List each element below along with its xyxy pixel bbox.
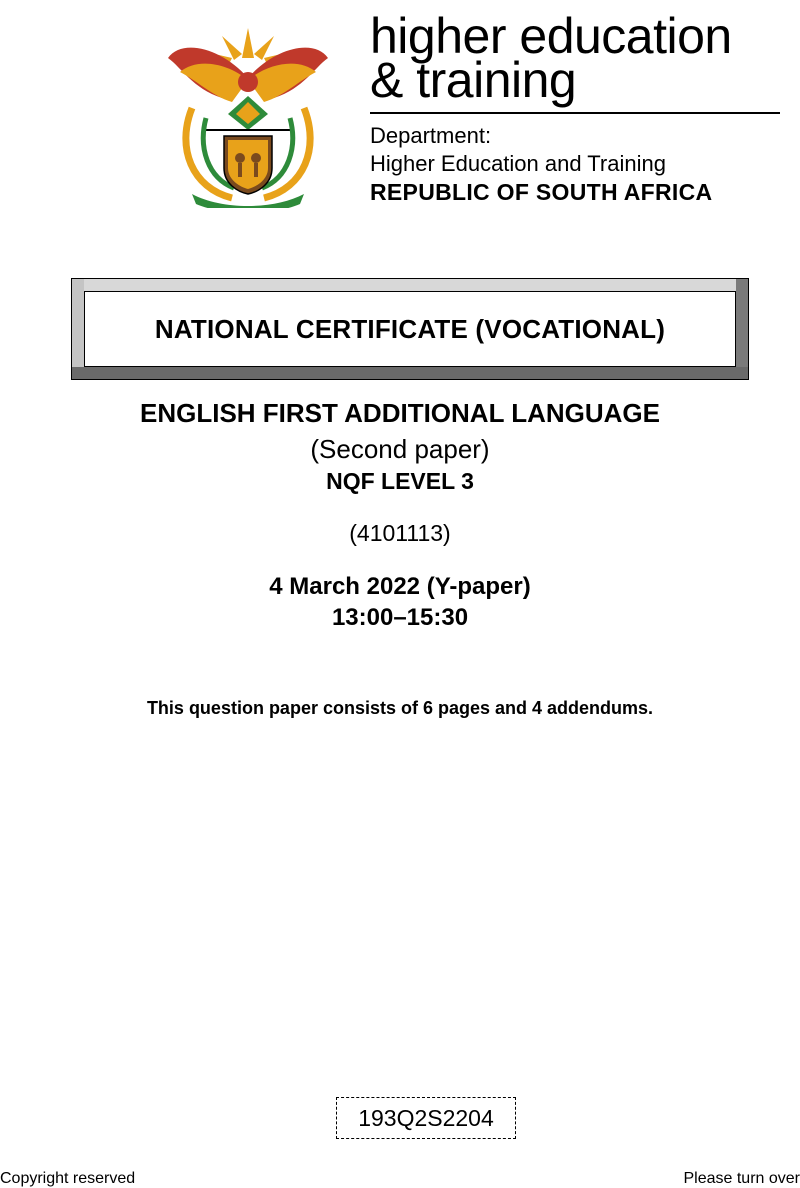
exam-time: 13:00–15:30 [331,604,469,631]
exam-date: 4 March 2022 (Y-paper) [269,573,531,600]
certificate-banner [71,278,749,380]
department-label: Department: [370,123,492,148]
country-name: REPUBLIC OF SOUTH AFRICA [370,179,713,205]
copyright-footer: Copyright reserved [0,1170,136,1187]
nqf-level: NQF LEVEL 3 [326,468,474,494]
department-name: Higher Education and Training [370,151,666,176]
paper-number: (Second paper) [310,434,490,464]
coat-of-arms-logo [162,18,334,208]
turn-over-footer: Please turn over [683,1170,800,1187]
paper-code-box [336,1097,516,1139]
paper-code: 193Q2S2204 [358,1104,494,1131]
subject-code: (4101113) [349,520,451,546]
subject-title: ENGLISH FIRST ADDITIONAL LANGUAGE [140,398,660,428]
brand-line-2: & training [370,52,577,108]
department-details [370,122,712,206]
department-brand [370,8,790,205]
page-count-note: This question paper consists of 6 pages and 4 addendums. [146,698,654,718]
brand-line-1: higher education [370,8,732,64]
brand-divider [370,112,780,114]
certificate-title: NATIONAL CERTIFICATE (VOCATIONAL) [154,313,666,344]
